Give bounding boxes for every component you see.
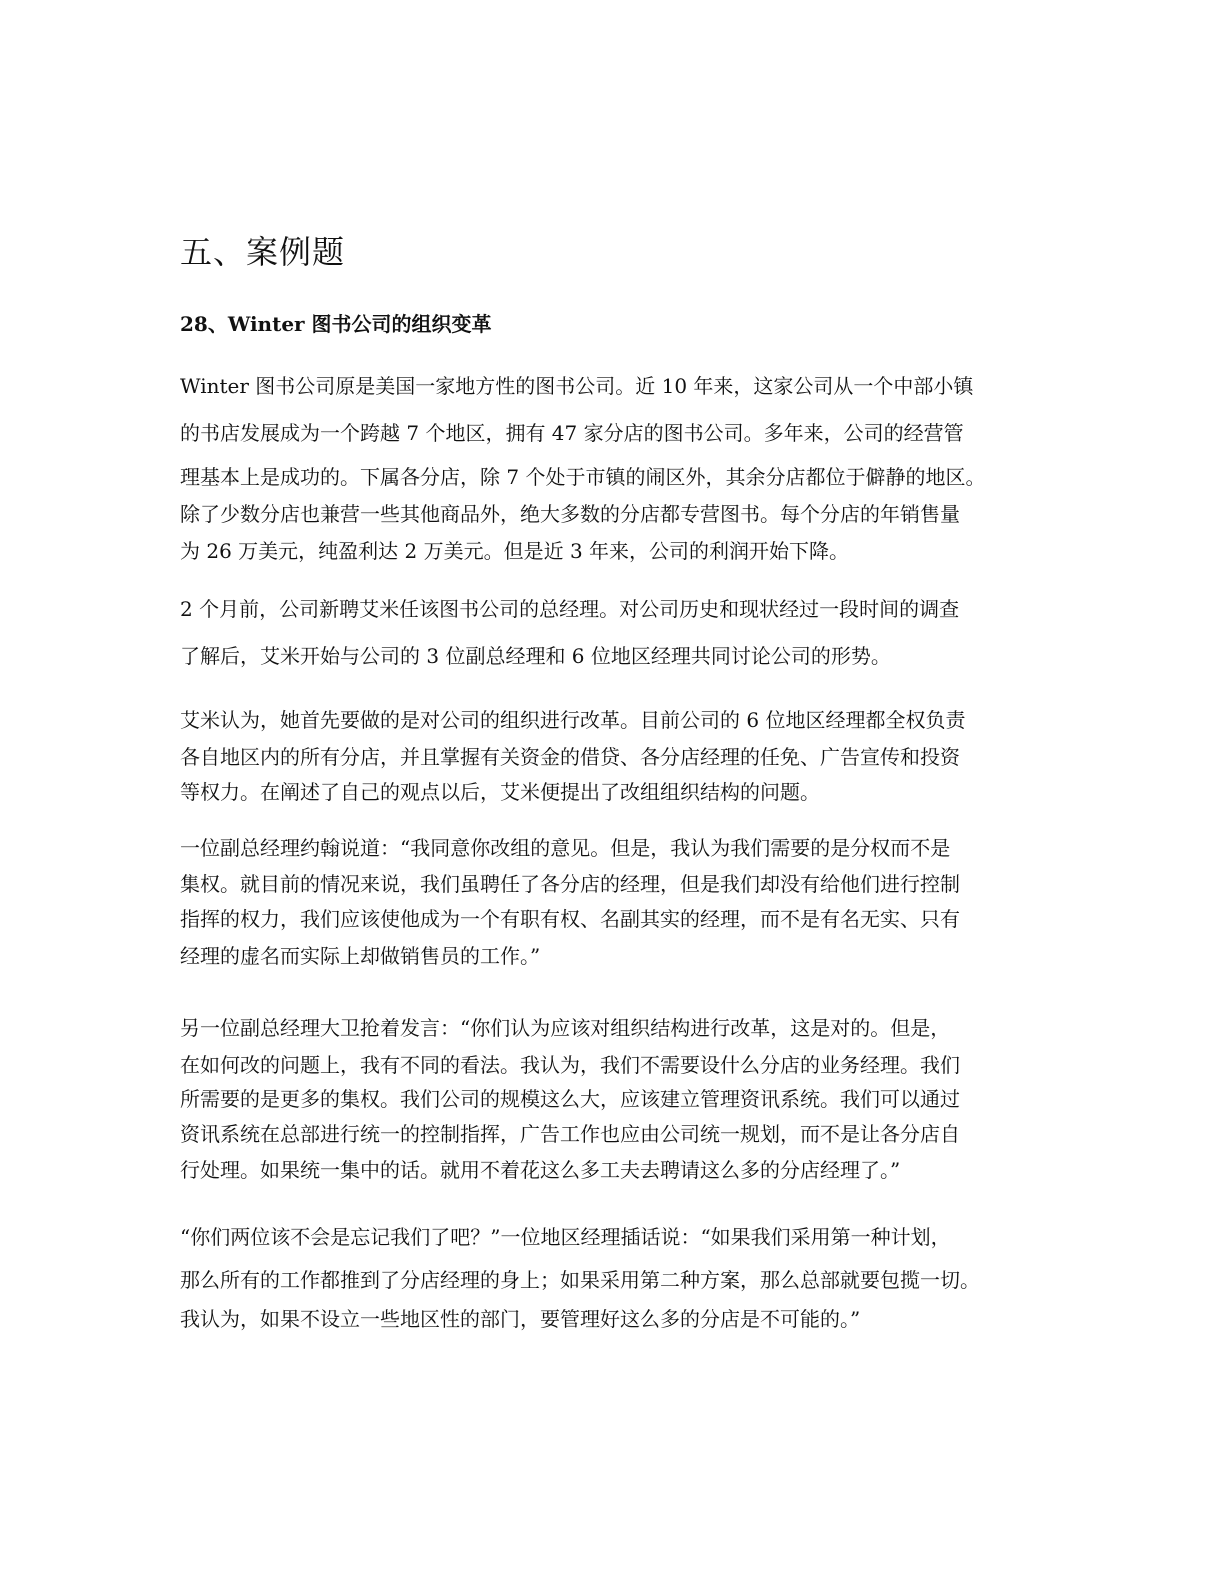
text-line: 一位副总经理约翰说道：“我同意你改组的意见。但是，我认为我们需要的是分权而不是 — [180, 836, 951, 860]
text-line: 指挥的权力，我们应该使他成为一个有职有权、名副其实的经理，而不是有名无实、只有 — [180, 907, 960, 931]
text-line: 那么所有的工作都推到了分店经理的身上；如果采用第二种方案，那么总部就要包揽一切。 — [180, 1268, 980, 1292]
case-title: 28、Winter 图书公司的组织变革 — [180, 312, 492, 336]
text-line: 所需要的是更多的集权。我们公司的规模这么大，应该建立管理资讯系统。我们可以通过 — [180, 1087, 960, 1111]
text-line: 集权。就目前的情况来说，我们虽聘任了各分店的经理，但是我们却没有给他们进行控制 — [180, 872, 960, 896]
text-line: 2 个月前，公司新聘艾米任该图书公司的总经理。对公司历史和现状经过一段时间的调查 — [180, 597, 960, 621]
text-line: “你们两位该不会是忘记我们了吧？”一位地区经理插话说：“如果我们采用第一种计划， — [180, 1225, 951, 1249]
text-line: 等权力。在阐述了自己的观点以后，艾米便提出了改组组织结构的问题。 — [180, 780, 820, 804]
text-line: 经理的虚名而实际上却做销售员的工作。” — [180, 944, 541, 968]
text-line: 资讯系统在总部进行统一的控制指挥，广告工作也应由公司统一规划，而不是让各分店自 — [180, 1122, 960, 1146]
text-line: Winter 图书公司原是美国一家地方性的图书公司。近 10 年来，这家公司从一个中部小镇 — [180, 374, 974, 398]
text-line: 理基本上是成功的。下属各分店，除 7 个处于市镇的闹区外，其余分店都位于僻静的地区。 — [180, 465, 986, 489]
section-title: 五、案例题 — [180, 233, 346, 271]
text-line: 的书店发展成为一个跨越 7 个地区，拥有 47 家分店的图书公司。多年来，公司的经营管 — [180, 421, 964, 445]
text-line: 另一位副总经理大卫抢着发言：“你们认为应该对组织结构进行改革，这是对的。但是， — [180, 1016, 951, 1040]
text-line: 为 26 万美元，纯盈利达 2 万美元。但是近 3 年来，公司的利润开始下降。 — [180, 539, 850, 563]
text-line: 在如何改的问题上，我有不同的看法。我认为，我们不需要设什么分店的业务经理。我们 — [180, 1053, 960, 1077]
text-line: 行处理。如果统一集中的话。就用不着花这么多工夫去聘请这么多的分店经理了。” — [180, 1158, 901, 1182]
text-line: 各自地区内的所有分店，并且掌握有关资金的借贷、各分店经理的任免、广告宣传和投资 — [180, 745, 960, 769]
text-line: 艾米认为，她首先要做的是对公司的组织进行改革。目前公司的 6 位地区经理都全权负责 — [180, 708, 966, 732]
text-line: 除了少数分店也兼营一些其他商品外，绝大多数的分店都专营图书。每个分店的年销售量 — [180, 502, 960, 526]
text-line: 我认为，如果不设立一些地区性的部门，要管理好这么多的分店是不可能的。” — [180, 1307, 861, 1331]
text-line: 了解后，艾米开始与公司的 3 位副总经理和 6 位地区经理共同讨论公司的形势。 — [180, 644, 891, 668]
